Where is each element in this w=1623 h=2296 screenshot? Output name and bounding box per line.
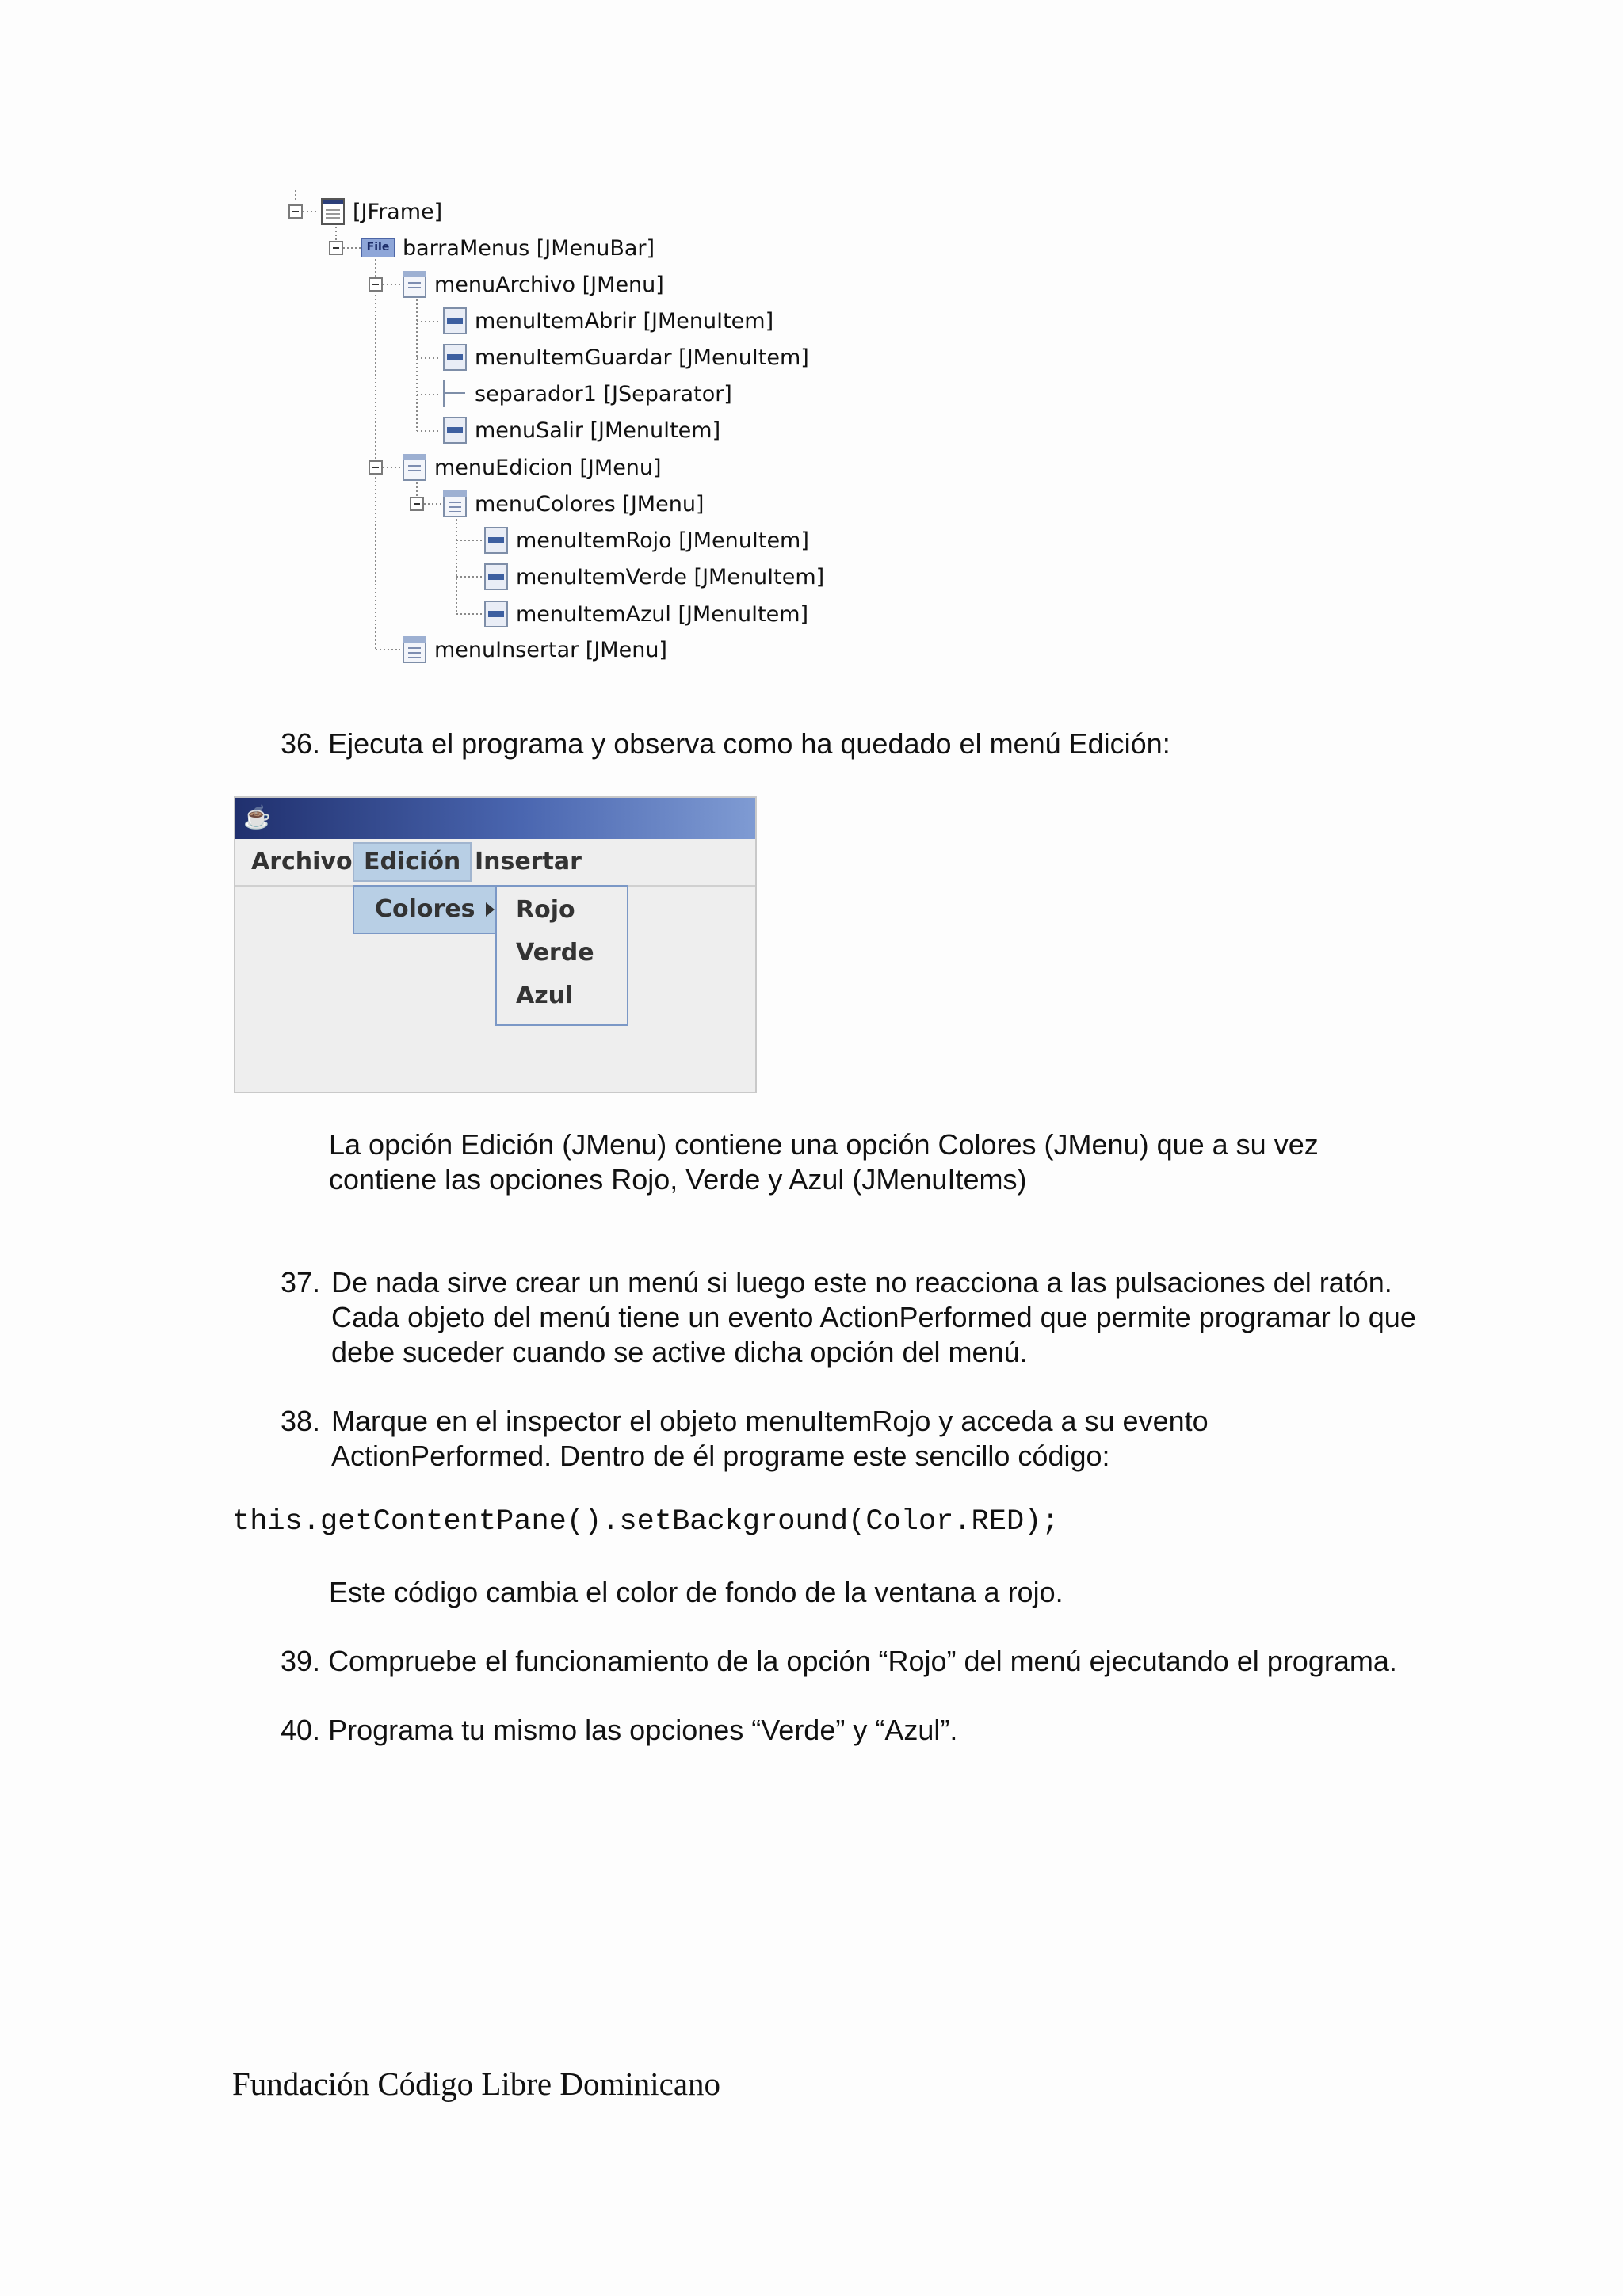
step-number: 39.: [281, 1645, 321, 1677]
step-text-line: Marque en el inspector el objeto menuItemRojo y acceda a su evento: [331, 1405, 1209, 1437]
collapse-icon[interactable]: [329, 241, 343, 255]
tree-node-menu-item-verde[interactable]: [484, 559, 824, 594]
step-text-line: Cada objeto del menú tiene un evento ActionPerformed que permite programar lo que: [331, 1301, 1416, 1333]
jmenuitem-icon: [484, 563, 508, 590]
submenu-arrow-icon: [486, 902, 495, 917]
step-39: [281, 1644, 1397, 1679]
tree-node-separador1[interactable]: [443, 376, 732, 411]
tree-node-label: separador1 [JSeparator]: [475, 381, 732, 406]
jmenu-icon: [443, 490, 467, 517]
tree-node-menu-edicion[interactable]: [403, 450, 662, 485]
swing-window: [234, 796, 757, 1093]
tree-node-label: barraMenus [JMenuBar]: [403, 235, 655, 261]
step-37: [281, 1265, 1416, 1370]
step-text-line: debe suceder cuando se active dicha opción del menú.: [331, 1336, 1028, 1368]
jmenuitem-icon: [443, 417, 467, 444]
tree-node-label: menuItemRojo [JMenuItem]: [516, 528, 809, 553]
tree-node-menu-archivo[interactable]: [403, 267, 664, 302]
java-cup-icon: ☕: [243, 805, 271, 830]
tree-node-menu-salir[interactable]: [443, 413, 720, 448]
code-note: Este código cambia el color de fondo de la ventana a rojo.: [329, 1576, 1064, 1608]
tree-node-jframe[interactable]: [321, 194, 442, 229]
menu-edicion[interactable]: Edición: [353, 842, 472, 882]
tree-node-label: menuItemGuardar [JMenuItem]: [475, 345, 809, 370]
step-number: 37.: [281, 1266, 321, 1299]
tree-node-menu-item-abrir[interactable]: [443, 303, 773, 338]
tree-node-label: menuEdicion [JMenu]: [434, 455, 662, 480]
step-text-line: ActionPerformed. Dentro de él programe este sencillo código:: [331, 1440, 1110, 1472]
collapse-icon[interactable]: [369, 277, 383, 292]
tree-node-menu-colores[interactable]: [443, 486, 704, 521]
jmenu-icon: [403, 636, 426, 663]
jmenuitem-icon: [484, 601, 508, 627]
window-title-bar: [235, 798, 755, 839]
colores-popup: [495, 885, 628, 1026]
tree-node-label: menuItemVerde [JMenuItem]: [516, 564, 825, 589]
jseparator-icon: [443, 380, 467, 407]
jmenu-icon: [403, 271, 426, 298]
menu-archivo[interactable]: Archivo: [251, 848, 353, 875]
menu-bar: [235, 839, 755, 887]
tree-node-label: menuInsertar [JMenu]: [434, 637, 667, 662]
tree-node-label: menuItemAbrir [JMenuItem]: [475, 308, 774, 334]
collapse-icon[interactable]: [288, 204, 303, 219]
step-text: Compruebe el funcionamiento de la opción “Rojo” del menú ejecutando el programa.: [328, 1645, 1397, 1677]
tree-node-label: menuItemAzul [JMenuItem]: [516, 601, 809, 627]
step-text: Ejecuta el programa y observa como ha quedado el menú Edición:: [328, 727, 1170, 760]
submenu-colores[interactable]: [353, 885, 499, 934]
submenu-label: Colores: [375, 895, 475, 923]
menu-item-rojo[interactable]: Rojo: [516, 896, 575, 924]
step-38: [281, 1404, 1209, 1474]
explanation-line: contiene las opciones Rojo, Verde y Azul (JMenuItems): [329, 1163, 1027, 1196]
step-number: 40.: [281, 1714, 321, 1746]
collapse-icon[interactable]: [410, 497, 424, 511]
menu-item-verde[interactable]: Verde: [516, 939, 594, 967]
jmenuitem-icon: [484, 527, 508, 554]
tree-node-label: [JFrame]: [353, 199, 443, 224]
tree-node-menu-item-azul[interactable]: [484, 597, 808, 631]
jframe-icon: [321, 198, 345, 225]
step-text-line: De nada sirve crear un menú si luego este no reacciona a las pulsaciones del ratón.: [331, 1266, 1392, 1299]
step-text: Programa tu mismo las opciones “Verde” y “Azul”.: [328, 1714, 958, 1746]
jmenubar-icon: File: [361, 238, 395, 257]
menu-insertar[interactable]: Insertar: [475, 848, 582, 875]
tree-node-menu-insertar[interactable]: [403, 632, 667, 667]
tree-node-label: menuSalir [JMenuItem]: [475, 418, 721, 443]
jmenu-icon: [403, 454, 426, 481]
tree-node-barra-menus[interactable]: [361, 231, 655, 265]
jmenuitem-icon: [443, 344, 467, 371]
page-footer: Fundación Código Libre Dominicano: [232, 2065, 721, 2102]
tree-node-label: menuColores [JMenu]: [475, 491, 705, 517]
explanation: [329, 1127, 1319, 1197]
explanation-line: La opción Edición (JMenu) contiene una opción Colores (JMenu) que a su vez: [329, 1128, 1319, 1161]
inspector-tree: [277, 190, 848, 681]
tree-node-label: menuArchivo [JMenu]: [434, 272, 664, 297]
step-number: 36.: [281, 727, 321, 760]
menu-item-azul[interactable]: Azul: [516, 982, 574, 1009]
code-snippet: this.getContentPane().setBackground(Color.RED);: [232, 1505, 1060, 1539]
step-40: [281, 1713, 957, 1748]
jmenuitem-icon: [443, 307, 467, 334]
step-number: 38.: [281, 1405, 321, 1437]
tree-node-menu-item-guardar[interactable]: [443, 340, 809, 375]
collapse-icon[interactable]: [369, 460, 383, 475]
step-36: [281, 727, 1170, 761]
tree-node-menu-item-rojo[interactable]: [484, 523, 809, 558]
